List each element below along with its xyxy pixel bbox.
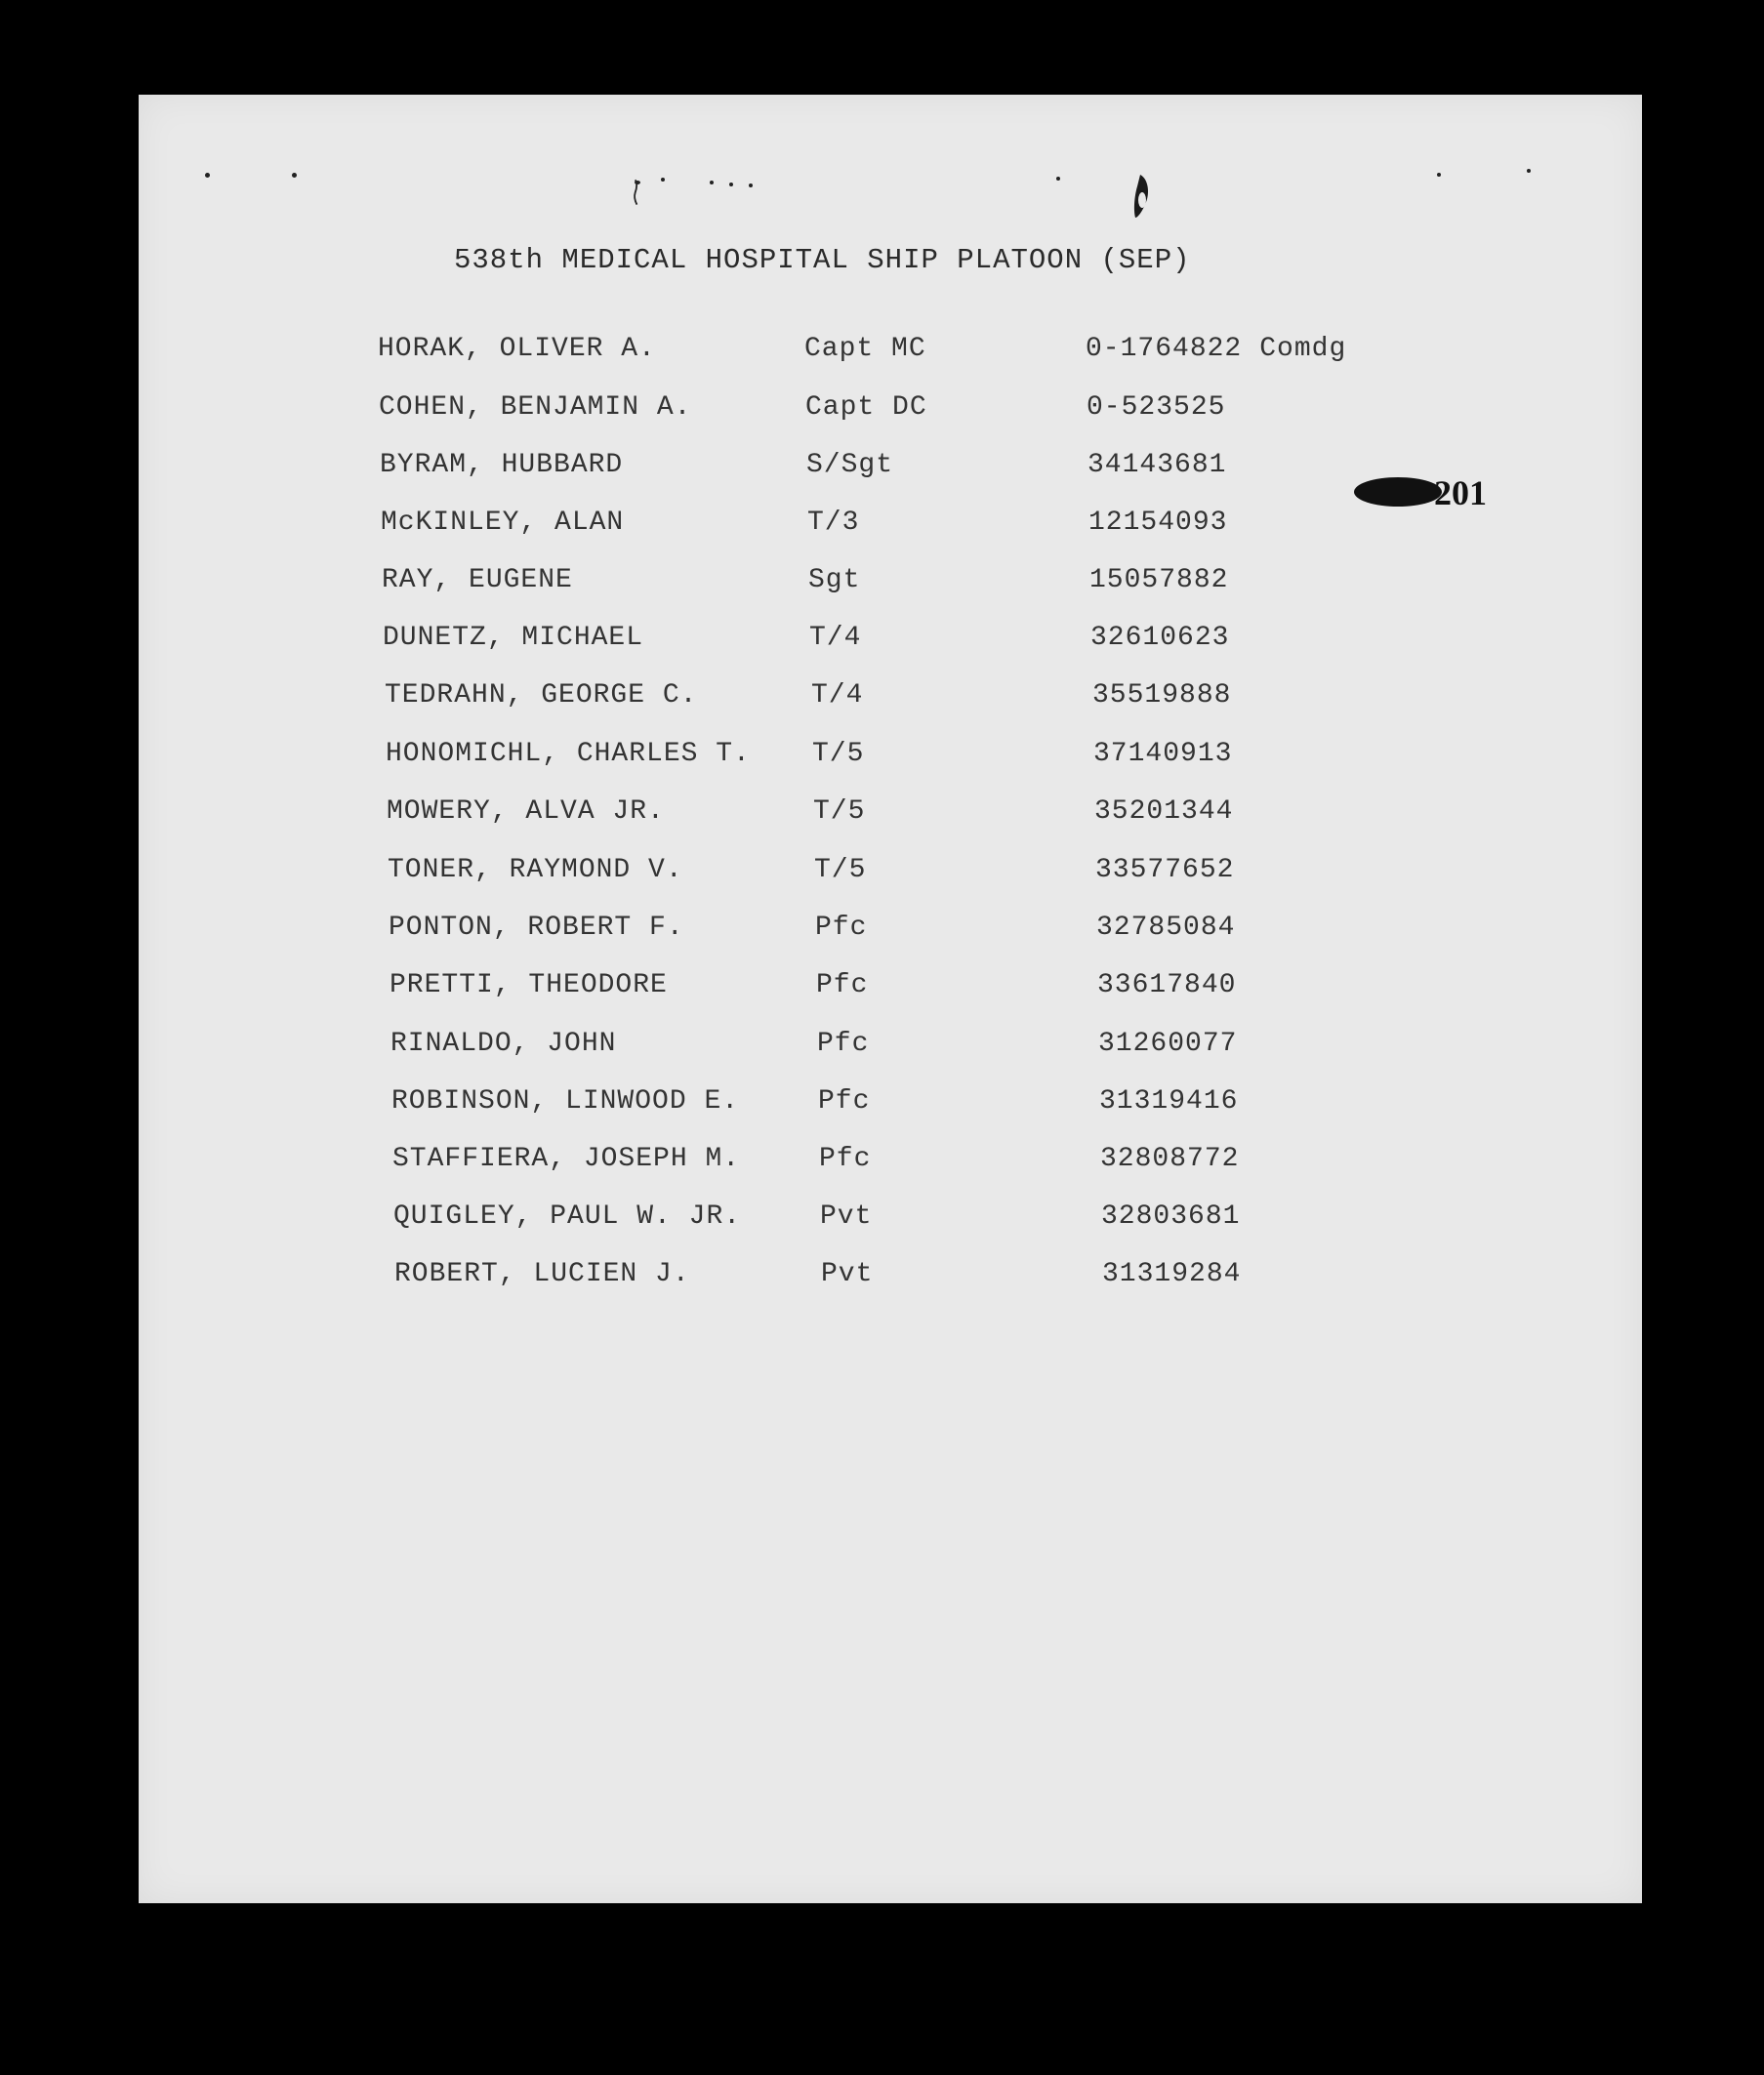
ink-blot [1354,477,1442,507]
roster-name: ROBERT, LUCIEN J. [394,1259,690,1289]
roster-serial: 31260077 [1098,1029,1238,1059]
roster-serial: 31319416 [1099,1086,1239,1117]
roster-name: COHEN, BENJAMIN A. [379,392,692,423]
punch-mark [661,178,665,182]
stamp-number: 201 [1434,473,1487,512]
roster-name: PONTON, ROBERT F. [389,913,684,943]
roster-name: ROBINSON, LINWOOD E. [391,1086,740,1117]
roster-rank: Pvt [821,1259,874,1289]
punch-mark [205,173,210,178]
roster-serial: 0-523525 [1087,392,1226,423]
roster-serial: 15057882 [1089,565,1229,595]
roster-name: McKINLEY, ALAN [381,508,625,538]
document-page [139,95,1642,1903]
file-stamp [1354,472,1496,511]
roster-rank: T/4 [809,623,862,653]
roster-serial: 32785084 [1096,913,1236,943]
roster-name: BYRAM, HUBBARD [380,450,624,480]
roster-serial: 32803681 [1101,1201,1241,1232]
roster-serial [1086,334,1346,364]
roster-name: HONOMICHL, CHARLES T. [386,739,751,769]
roster-rank: Sgt [808,565,861,595]
roster-name: PRETTI, THEODORE [390,970,668,1000]
roster-serial: 34143681 [1087,450,1227,480]
torn-mark-icon [632,168,643,217]
punch-mark [292,173,297,178]
roster-rank: S/Sgt [806,450,894,480]
roster-rank: Capt MC [804,334,926,364]
punch-mark [1527,169,1531,173]
roster-name: QUIGLEY, PAUL W. JR. [393,1201,742,1232]
roster-serial: 35519888 [1092,680,1232,711]
roster-rank: T/4 [811,680,864,711]
roster-serial: 32610623 [1090,623,1230,653]
roster-rank: Pvt [820,1201,873,1232]
roster-name: RAY, EUGENE [382,565,573,595]
punch-mark [729,183,733,186]
punch-mark [1437,173,1441,177]
roster-rank: Pfc [816,970,869,1000]
roster-name: TEDRAHN, GEORGE C. [385,680,698,711]
torn-hole-icon [1132,173,1152,222]
roster-serial-number: 0-1764822 [1086,334,1243,364]
roster-rank: Pfc [818,1086,871,1117]
roster-rank: Pfc [819,1144,872,1174]
roster-rank: T/5 [812,739,865,769]
punch-mark [749,183,753,187]
roster-serial: 12154093 [1088,508,1228,538]
roster-note: Comdg [1259,334,1347,364]
roster-name: DUNETZ, MICHAEL [383,623,644,653]
roster-name: TONER, RAYMOND V. [388,855,683,885]
roster-rank: Pfc [817,1029,870,1059]
punch-mark [1056,177,1060,181]
roster-serial: 32808772 [1100,1144,1240,1174]
roster-serial: 31319284 [1102,1259,1242,1289]
roster-rank: Capt DC [805,392,927,423]
roster-name: STAFFIERA, JOSEPH M. [392,1144,741,1174]
punch-mark [710,181,714,184]
roster-serial: 33577652 [1095,855,1235,885]
roster-name: RINALDO, JOHN [390,1029,617,1059]
roster-name: HORAK, OLIVER A. [378,334,656,364]
roster-rank: T/5 [814,855,867,885]
page-title: 538th MEDICAL HOSPITAL SHIP PLATOON (SEP) [454,244,1191,276]
roster-rank: T/5 [813,796,866,827]
roster-name: MOWERY, ALVA JR. [387,796,665,827]
roster-serial: 35201344 [1094,796,1234,827]
roster-rank: Pfc [815,913,868,943]
roster-serial: 37140913 [1093,739,1233,769]
roster-rank: T/3 [807,508,860,538]
roster-serial: 33617840 [1097,970,1237,1000]
